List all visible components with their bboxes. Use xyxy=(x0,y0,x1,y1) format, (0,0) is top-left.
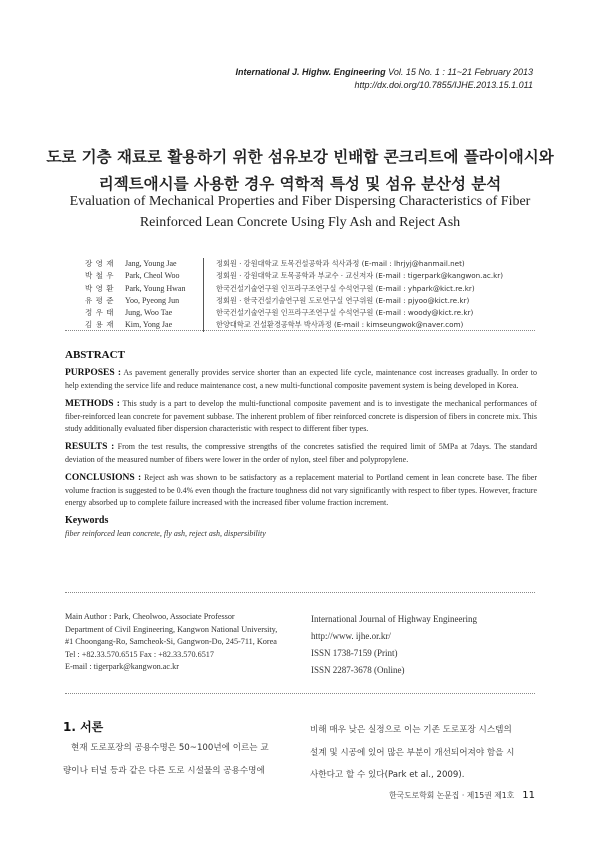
journal-issue: Vol. 15 No. 1 : 11~21 February 2013 xyxy=(388,67,533,77)
author-separator xyxy=(203,283,204,295)
author-affiliation: 정회원 · 한국건설기술연구원 도로연구실 연구위원 (E-mail : pjyoo@kict.re.kr) xyxy=(216,295,470,305)
title-ko-line: 도로 기층 재료로 활용하기 위한 섬유보강 빈배합 콘크리트에 플라이애시와 xyxy=(46,147,554,166)
author-separator xyxy=(203,295,204,307)
abstract-purposes xyxy=(65,367,537,392)
page-footer xyxy=(389,790,535,801)
body-line: 사한다고 할 수 있다(Park et al., 2009). xyxy=(310,770,465,780)
author-name-en: Jung, Woo Tae xyxy=(125,308,173,318)
author-separator xyxy=(203,307,204,319)
divider xyxy=(65,693,535,694)
author-row xyxy=(85,307,555,319)
author-name-ko: 김 용 재 xyxy=(85,320,115,330)
journal-url[interactable]: http://www. ijhe.or.kr/ xyxy=(311,631,391,641)
abstract-heading: ABSTRACT xyxy=(65,349,125,361)
title-korean xyxy=(40,143,560,197)
divider xyxy=(65,592,535,593)
doi-link[interactable]: http://dx.doi.org/10.7855/IJHE.2013.15.1.011 xyxy=(354,80,533,90)
author-row xyxy=(85,270,555,282)
methods-text: This study is a part to develop the multi-functional composite pavement and is to investigate the mechanical performances of fiber-reinforced lean concrete for pavement subbase. The inherent problem of fiber reinforced concrete is dispersion of fibers in concrete mix. This study additionally evaluated fiber dispersion characteristic with respect to different fiber types. xyxy=(65,399,537,434)
author-row xyxy=(85,295,555,307)
author-row xyxy=(85,258,555,270)
results-text: From the test results, the compressive strengths of the concretes satisfied the required limit of 5MPa at 7days. The standard deviation of the measured number of fibers were lower in the order of nylon, steel fiber and polypropylene. xyxy=(65,442,538,464)
title-ko-line: 리젝트애시를 사용한 경우 역학적 특성 및 섬유 분산성 분석 xyxy=(98,174,502,193)
author-name-en: Kim, Yong Jae xyxy=(125,320,173,330)
conclusions-label: CONCLUSIONS : xyxy=(65,473,142,484)
author-affiliation: 한국건설기술연구원 인프라구조연구실 수석연구원 (E-mail : yhpark@kict.re.kr) xyxy=(216,283,475,293)
author-name-en: Jang, Young Jae xyxy=(125,259,177,268)
purposes-label: PURPOSES : xyxy=(65,368,121,379)
author-name-ko: 정 우 태 xyxy=(85,308,115,318)
journal-info xyxy=(311,611,541,679)
title-en-line: Evaluation of Mechanical Properties and Fiber Dispersing Characteristics of Fiber xyxy=(69,194,531,209)
author-name-ko: 장 영 재 xyxy=(85,259,115,268)
author-separator xyxy=(203,270,204,282)
keywords-text: fiber reinforced lean concrete, fly ash, reject ash, dispersibility xyxy=(65,528,266,538)
author-affiliation: 정회원 · 강원대학교 토목건설공학과 석사과정 (E-mail : lhrjyj@hanmail.net) xyxy=(216,259,465,268)
author-name-ko: 유 평 준 xyxy=(85,295,115,305)
body-line: 설계 및 시공에 있어 많은 부분이 개선되어져야 함을 시 xyxy=(310,747,515,758)
purposes-text: As pavement generally provides service shorter than an expected life cycle, maintenance cost increases gradually. In order to help extending the service life and reduce maintenance cost, a new multi-functional composite pavement system is being developed in Korea. xyxy=(65,368,537,390)
body-line: 비해 매우 낮은 실정으로 이는 기존 도로포장 시스템의 xyxy=(310,725,512,735)
footer-journal: 한국도로학회 논문집 · 제15권 제1호 xyxy=(389,791,515,800)
keywords-heading: Keywords xyxy=(65,515,109,527)
body-column-left xyxy=(63,717,278,782)
abstract-conclusions xyxy=(65,472,537,509)
journal-header xyxy=(235,66,533,92)
title-en-line: Reinforced Lean Concrete Using Fly Ash and Reject Ash xyxy=(139,215,461,230)
author-name-ko: 박 철 우 xyxy=(85,271,115,281)
page-number: 11 xyxy=(522,790,535,801)
main-author-line: Main Author : Park, Cheolwoo, Associate Professor xyxy=(65,612,235,621)
abstract-section xyxy=(65,349,537,540)
author-affiliation: 한양대학교 건설환경공학부 박사과정 (E-mail : kimseungwok@naver.com) xyxy=(216,320,464,330)
journal-name: International J. Highw. Engineering xyxy=(235,67,386,77)
author-row xyxy=(85,283,555,295)
title-english xyxy=(40,191,560,233)
body-line: 량이나 터널 등과 같은 다른 도로 시설물의 공용수명에 xyxy=(63,765,265,776)
journal-info-line: International Journal of Highway Engineering xyxy=(311,614,477,624)
body-line: 현재 도로포장의 공용수명은 50~100년에 이르는 교 xyxy=(71,743,269,753)
section-title: 1. 서론 xyxy=(63,720,104,734)
results-label: RESULTS : xyxy=(65,442,115,453)
author-list xyxy=(85,258,555,332)
main-author-line: #1 Choongang-Ro, Samcheok-Si, Gangwon-Do, 245-711, Korea xyxy=(65,637,277,647)
abstract-results xyxy=(65,441,537,466)
body-column-right xyxy=(310,719,535,787)
abstract-methods xyxy=(65,398,537,435)
methods-label: METHODS : xyxy=(65,399,120,410)
author-affiliation: 한국건설기술연구원 인프라구조연구실 수석연구원 (E-mail : woody@kict.re.kr) xyxy=(216,308,474,318)
author-separator xyxy=(203,258,204,270)
main-author-line: E-mail : tigerpark@kangwon.ac.kr xyxy=(65,662,179,672)
author-name-en: Yoo, Pyeong Jun xyxy=(125,295,180,305)
main-author-line: Department of Civil Engineering, Kangwon National University, xyxy=(65,624,278,634)
journal-info-line: ISSN 1738-7159 (Print) xyxy=(311,648,398,658)
journal-info-line: ISSN 2287-3678 (Online) xyxy=(311,665,405,675)
conclusions-text: Reject ash was shown to be satisfactory as a replacement material to Portland cement in lean concrete base. The fiber volume fraction is suggested to be 0.4% even though the fracture toughness did not vary significantly with respect to fiber types. However, fracture energy absorbed up to complete failure increased with the increased fiber volume fraction increment. xyxy=(65,473,537,508)
divider xyxy=(65,330,535,331)
author-affiliation: 정회원 · 강원대학교 토목공학과 부교수 · 교신저자 (E-mail : tigerpark@kangwon.ac.kr) xyxy=(216,271,504,281)
main-author-line: Tel : +82.33.570.6515 Fax : +82.33.570.6517 xyxy=(65,649,214,659)
author-name-en: Park, Cheol Woo xyxy=(125,271,180,281)
main-author-info xyxy=(65,611,295,674)
author-name-ko: 박 영 환 xyxy=(85,283,115,293)
author-name-en: Park, Young Hwan xyxy=(125,283,186,293)
